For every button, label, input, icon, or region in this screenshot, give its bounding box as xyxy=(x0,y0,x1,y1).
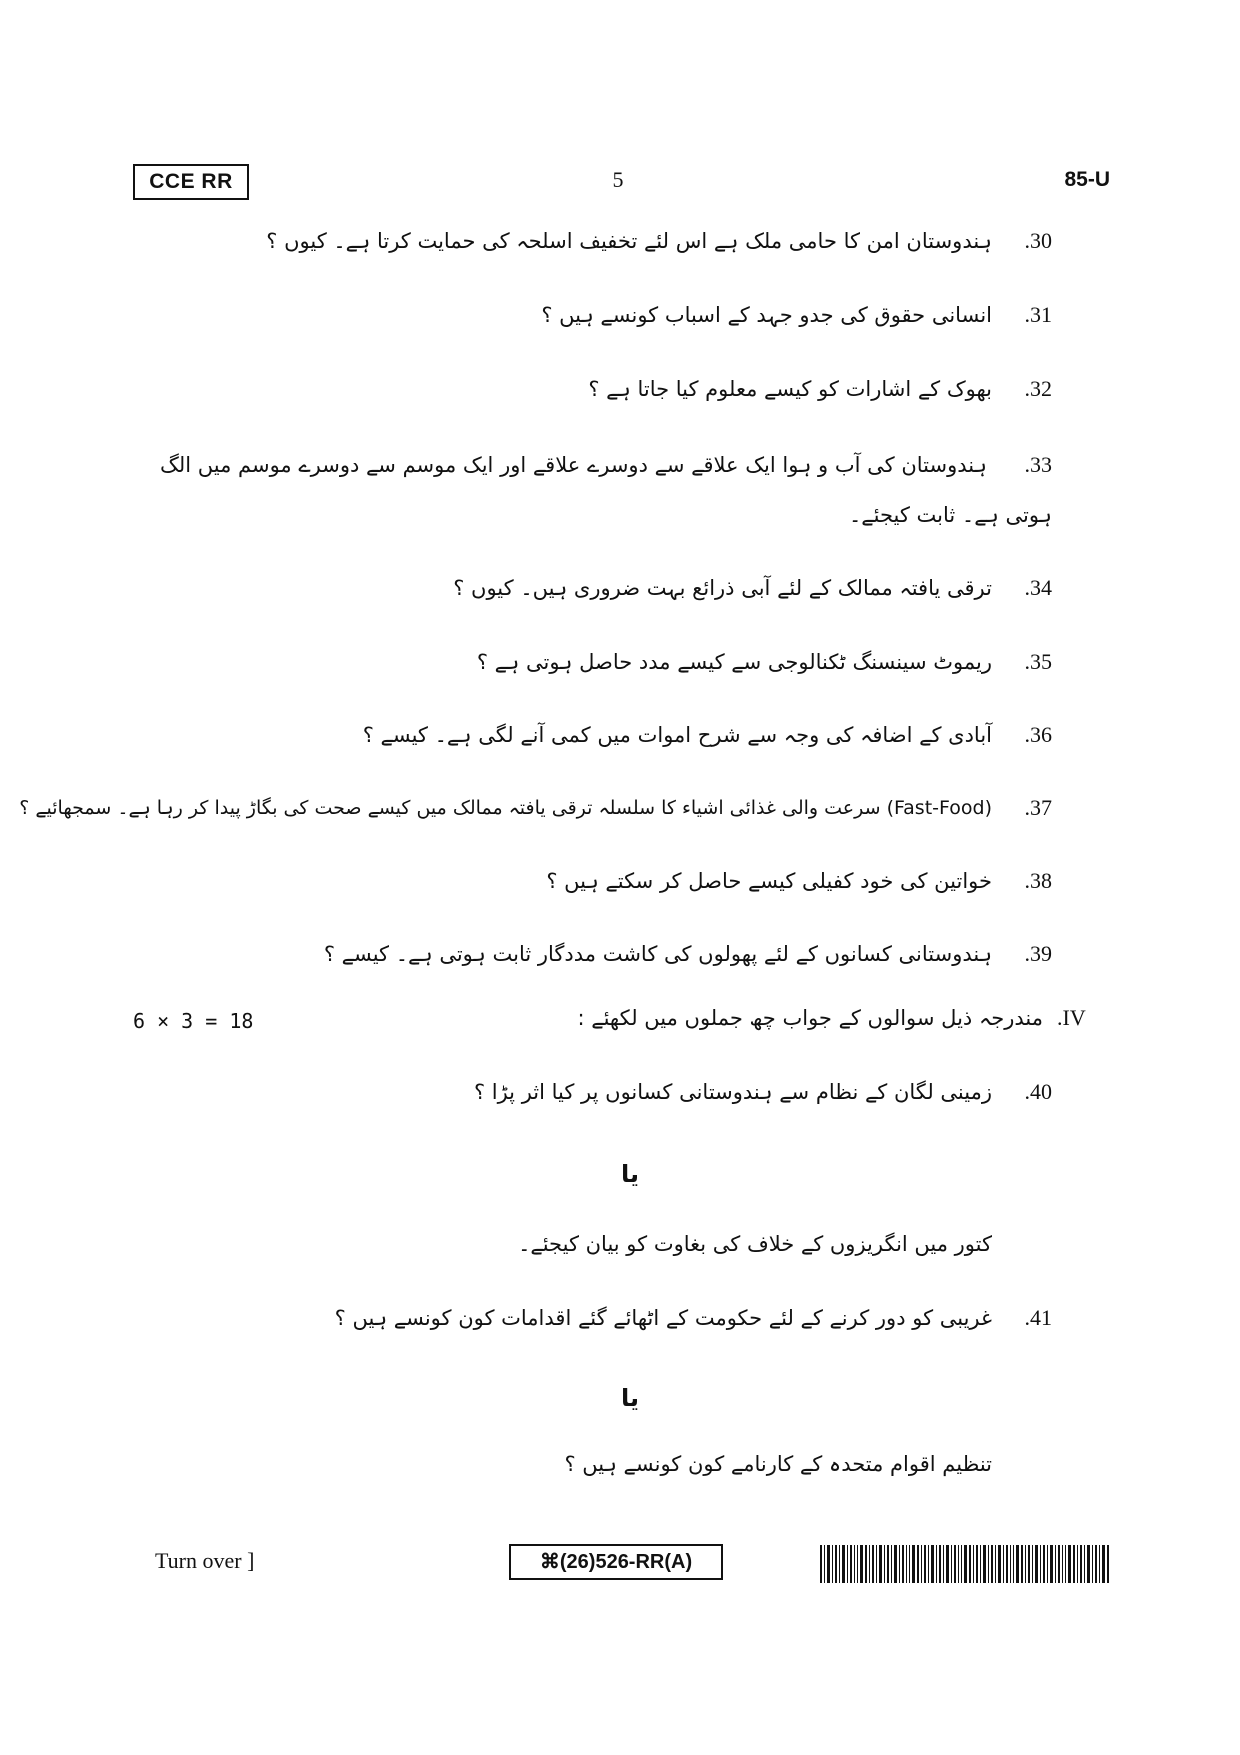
question-32 xyxy=(588,376,1052,402)
question-text: ریموٹ سینسنگ ٹکنالوجی سے کیسے مدد حاصل ہوتی ہے ؟ xyxy=(476,650,992,674)
question-text: ہندوستان کی آب و ہوا ایک علاقے سے دوسرے علاقے اور ایک موسم سے دوسرے موسم میں الگ ہوتی ہے۔ ثابت کیجئے۔ xyxy=(160,453,1052,527)
question-text: زمینی لگان کے نظام سے ہندوستانی کسانوں پر کیا اثر پڑا ؟ xyxy=(473,1080,992,1104)
question-41 xyxy=(335,1305,1052,1331)
question-35 xyxy=(477,649,1052,675)
question-number: 33. xyxy=(1024,452,1052,477)
question-number: 36. xyxy=(1024,722,1052,747)
alternate-question-40: کتور میں انگریزوں کے خلاف کی بغاوت کو بیان کیجئے۔ xyxy=(518,1232,992,1256)
question-number: 39. xyxy=(1024,941,1052,966)
section-iv-heading xyxy=(578,1005,1112,1031)
question-text: ہندوستان امن کا حامی ملک ہے اس لئے تخفیف اسلحہ کی حمایت کرتا ہے۔ کیوں ؟ xyxy=(266,229,992,253)
question-number: 40. xyxy=(1024,1079,1052,1104)
alternate-question-41: تنظیم اقوام متحدہ کے کارنامے کون کونسے ہیں ؟ xyxy=(564,1452,992,1476)
question-text: انسانی حقوق کی جدو جہد کے اسباب کونسے ہیں ؟ xyxy=(541,303,992,327)
question-36 xyxy=(363,722,1052,748)
question-number: 30. xyxy=(1024,228,1052,253)
question-40 xyxy=(474,1079,1052,1105)
section-instruction: مندرجہ ذیل سوالوں کے جواب چھ جملوں میں لکھئے : xyxy=(577,1006,1043,1030)
or-label: یا xyxy=(620,1384,640,1412)
question-31 xyxy=(541,302,1052,328)
question-number: 35. xyxy=(1024,649,1052,674)
question-text: (Fast-Food) سرعت والی غذائی اشیاء کا سلسلہ ترقی یافتہ ممالک میں کیسے صحت کی بگاڑ پیدا کر رہا ہے۔ سمجھائیے ؟ xyxy=(19,797,992,819)
question-number: 38. xyxy=(1024,868,1052,893)
question-number: 34. xyxy=(1024,575,1052,600)
paper-code: 85-U xyxy=(1064,168,1110,191)
section-number: IV. xyxy=(1057,1005,1086,1030)
question-text: خواتین کی خود کفیلی کیسے حاصل کر سکتے ہیں ؟ xyxy=(546,869,992,893)
question-text: ترقی یافتہ ممالک کے لئے آبی ذرائع بہت ضروری ہیں۔ کیوں ؟ xyxy=(453,576,992,600)
question-34 xyxy=(453,575,1052,601)
barcode-icon xyxy=(820,1545,1110,1583)
question-number: 41. xyxy=(1024,1305,1052,1330)
question-39 xyxy=(324,941,1052,967)
or-label: یا xyxy=(620,1160,640,1188)
page-number: 5 xyxy=(612,167,624,192)
question-37 xyxy=(19,795,1052,821)
question-text: ہندوستانی کسانوں کے لئے پھولوں کی کاشت مددگار ثابت ہوتی ہے۔ کیسے ؟ xyxy=(323,942,992,966)
question-text: غریبی کو دور کرنے کے لئے حکومت کے اٹھائے گئے اقدامات کون کونسے ہیں ؟ xyxy=(334,1306,992,1330)
question-number: 31. xyxy=(1024,302,1052,327)
question-number: 37. xyxy=(1024,795,1052,820)
question-text: آبادی کے اضافہ کی وجہ سے شرح اموات میں کمی آنے لگی ہے۔ کیسے ؟ xyxy=(362,723,992,747)
exam-code-box: CCE RR xyxy=(133,164,249,200)
question-38 xyxy=(546,868,1052,894)
section-marks: 6 × 3 = 18 xyxy=(133,1009,254,1033)
question-33 xyxy=(132,440,1052,540)
question-30 xyxy=(266,228,1052,254)
question-number: 32. xyxy=(1024,376,1052,401)
footer-code-box: ⌘(26)526-RR(A) xyxy=(509,1544,723,1580)
turn-over-label: Turn over ] xyxy=(155,1548,255,1573)
question-text: بھوک کے اشارات کو کیسے معلوم کیا جاتا ہے ؟ xyxy=(588,377,992,401)
